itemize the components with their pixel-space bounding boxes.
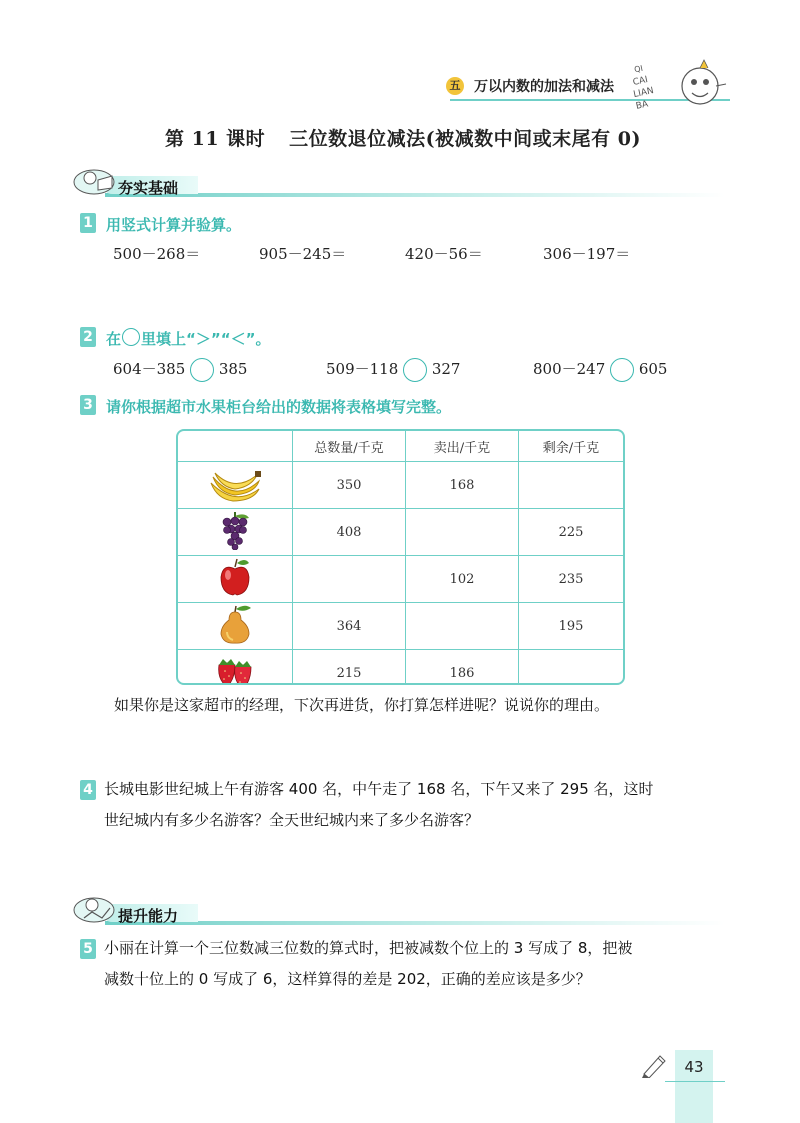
total-cell: 408: [293, 509, 406, 556]
sold-cell: 186: [406, 650, 519, 686]
question-4-text: [104, 774, 734, 836]
q2-left-expr: 509－118: [326, 360, 399, 378]
sold-cell[interactable]: [406, 509, 519, 556]
table-row: [178, 509, 623, 556]
q2-text-start: 在: [106, 330, 122, 348]
section-basic-label: 夯实基础: [118, 179, 179, 197]
q1-expression: 420－56＝: [405, 245, 483, 263]
q5-line: 减数十位上的 0 写成了 6，这样算得的差是 202，正确的差应该是多少？: [104, 970, 591, 988]
remaining-cell: 235: [519, 556, 624, 603]
lesson-title: [165, 124, 641, 151]
comparison-answer-circle[interactable]: [610, 358, 634, 382]
total-cell[interactable]: [293, 556, 406, 603]
total-cell: 215: [293, 650, 406, 686]
sold-cell[interactable]: [406, 603, 519, 650]
unit-badge: 五: [446, 77, 464, 95]
table-row: [178, 462, 623, 509]
q2-right-value: 385: [218, 360, 248, 378]
table-row: [178, 556, 623, 603]
table-header-cell: 总数量/千克: [293, 431, 406, 462]
q2-comparison: [326, 358, 460, 382]
page-number: 43: [684, 1058, 704, 1076]
lesson-topic: 三位数退位减法(被减数中间或末尾有 0): [289, 128, 641, 150]
q5-line: 小丽在计算一个三位数减三位数的算式时，把被减数个位上的 3 写成了 8，把被: [104, 939, 633, 957]
fruit-cell: [178, 650, 293, 686]
q1-expression: 905－245＝: [259, 245, 347, 263]
remaining-cell[interactable]: [519, 650, 624, 686]
total-cell: 364: [293, 603, 406, 650]
remaining-cell[interactable]: [519, 462, 624, 509]
child-climbing-icon: [72, 894, 118, 924]
mascot-icon: [628, 56, 728, 116]
q4-line: 世纪城内有多少名游客？全天世纪城内来了多少名游客？: [104, 811, 480, 829]
child-reading-icon: [72, 166, 118, 196]
q2-comparison: [113, 358, 247, 382]
q4-line: 长城电影世纪城上午有游客 400 名，中午走了 168 名，下午又来了 295 名，这时: [104, 780, 654, 798]
question-2-text: [106, 328, 270, 349]
fruit-cell: [178, 509, 293, 556]
mascot-text: QICAILIANBA: [632, 63, 655, 112]
sold-cell: 168: [406, 462, 519, 509]
comparison-answer-circle[interactable]: [403, 358, 427, 382]
grape-icon: [205, 510, 265, 550]
q2-text-end: 里填上“＞”“＜”。: [141, 330, 271, 348]
question-3-number: 3: [80, 395, 96, 415]
comparison-answer-circle[interactable]: [190, 358, 214, 382]
sold-cell: 102: [406, 556, 519, 603]
pencil-icon: [640, 1052, 668, 1078]
remaining-cell: 225: [519, 509, 624, 556]
q2-comparison: [533, 358, 667, 382]
total-cell: 350: [293, 462, 406, 509]
section-rule: [105, 921, 725, 925]
table-row: [178, 650, 623, 686]
question-3-followup: 如果你是这家超市的经理，下次再进货，你打算怎样进呢？说说你的理由。: [114, 696, 610, 714]
fruit-cell: [178, 462, 293, 509]
remaining-cell: 195: [519, 603, 624, 650]
fruit-data-table: [176, 429, 625, 685]
unit-title: 万以内数的加法和减法: [474, 79, 614, 95]
lesson-number: 第 11 课时: [165, 128, 266, 150]
q2-left-expr: 800－247: [533, 360, 606, 378]
question-5-number: 5: [80, 939, 96, 959]
q2-left-expr: 604－385: [113, 360, 186, 378]
question-4-number: 4: [80, 780, 96, 800]
q2-right-value: 327: [431, 360, 461, 378]
question-3-text: 请你根据超市水果柜台给出的数据将表格填写完整。: [106, 398, 452, 416]
table-header-cell: 剩余/千克: [519, 431, 624, 462]
apple-icon: [205, 557, 265, 597]
pear-icon: [205, 604, 265, 644]
question-5-text: [104, 933, 734, 995]
q1-expression: 500－268＝: [113, 245, 201, 263]
section-rule: [105, 193, 725, 197]
table-row: [178, 603, 623, 650]
question-1-text: 用竖式计算并验算。: [106, 216, 242, 234]
question-2-number: 2: [80, 327, 96, 347]
table-header-cell: [178, 431, 293, 462]
question-1-number: 1: [80, 213, 96, 233]
section-advanced-label: 提升能力: [118, 907, 179, 925]
table-header-cell: 卖出/千克: [406, 431, 519, 462]
fruit-cell: [178, 556, 293, 603]
table-header-row: [178, 431, 623, 462]
q1-expression: 306－197＝: [543, 245, 631, 263]
circle-blank-icon: [122, 328, 140, 346]
strawberry-icon: [205, 651, 265, 685]
fruit-cell: [178, 603, 293, 650]
q2-right-value: 605: [638, 360, 668, 378]
banana-icon: [205, 463, 265, 503]
footer-rule: [665, 1081, 725, 1082]
